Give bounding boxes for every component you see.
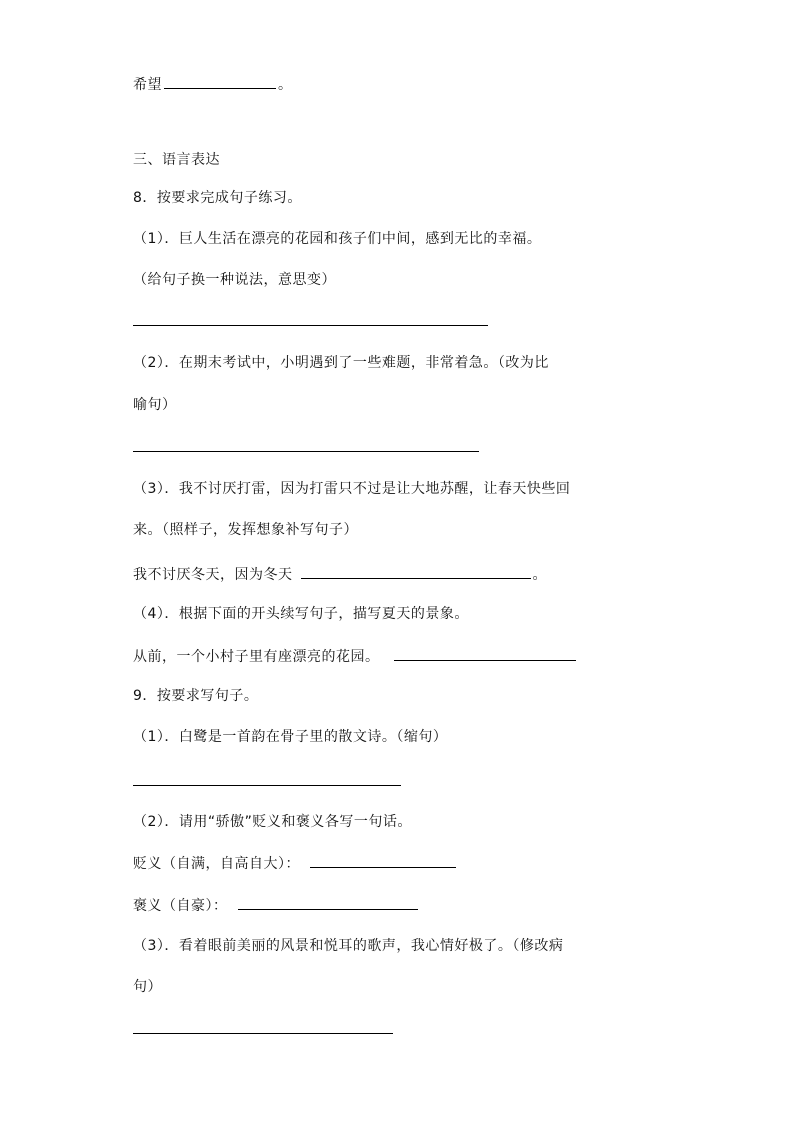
q8-part3-prefix: 我不讨厌冬天，因为冬天 [133,567,293,583]
q8-part3-line1: （3）．我不讨厌打雷，因为打雷只不过是让大地苏醒，让春天快些回 [133,481,571,497]
question-8-title: 8．按要求完成句子练习。 [133,190,302,206]
hope-prefix: 希望 [133,77,162,93]
q8-part2-line1: （2）．在期末考试中，小明遇到了一些难题，非常着急。（改为比 [133,355,549,371]
q8-part3-suffix: 。 [532,567,547,583]
q9-part2-negative-label: 贬义（自满，自高自大）： [133,856,300,872]
q9-part3-line2: 句） [133,979,162,995]
q8-part1-answer-line[interactable] [133,325,488,326]
q8-part2-line2: 喻句） [133,397,177,413]
q9-part3-line1: （3）．看着眼前美丽的风景和悦耳的歌声，我心情好极了。（修改病 [133,938,564,954]
q9-part3-answer-line[interactable] [133,1033,393,1034]
q8-part2-answer-line[interactable] [133,451,479,452]
q8-part1-line2: （给句子换一种说法，意思变） [133,272,336,288]
q8-part4-prefix: 从前，一个小村子里有座漂亮的花园。 [133,649,380,665]
q8-part3-fill-line [133,564,547,585]
q9-part2-positive-line [133,895,420,916]
question-9-title: 9．按要求写句子。 [133,688,259,704]
q9-part2-line1: （2）．请用“骄傲”贬义和褒义各写一句话。 [133,814,412,830]
q8-part1-line1: （1）．巨人生活在漂亮的花园和孩子们中间，感到无比的幸福。 [133,231,542,247]
hope-line [133,74,293,95]
q9-part1-line1: （1）．白鹭是一首韵在骨子里的散文诗。（缩句） [133,729,448,745]
q9-part1-answer-line[interactable] [133,785,401,786]
q8-part4-fill-line [133,646,578,667]
q9-part2-negative-line [133,853,458,874]
hope-blank[interactable] [164,74,276,89]
section-heading: 三、语言表达 [133,152,220,168]
q9-part2-positive-label: 褒义（自豪）： [133,898,228,914]
hope-suffix: 。 [278,77,293,93]
q8-part4-line1: （4）．根据下面的开头续写句子，描写夏天的景象。 [133,606,469,622]
q8-part4-blank[interactable] [394,646,576,661]
q8-part3-blank[interactable] [301,564,531,579]
q9-part2-negative-blank[interactable] [310,853,456,868]
q9-part2-positive-blank[interactable] [238,895,418,910]
q8-part3-line2: 来。（照样子，发挥想象补写句子） [133,522,358,538]
